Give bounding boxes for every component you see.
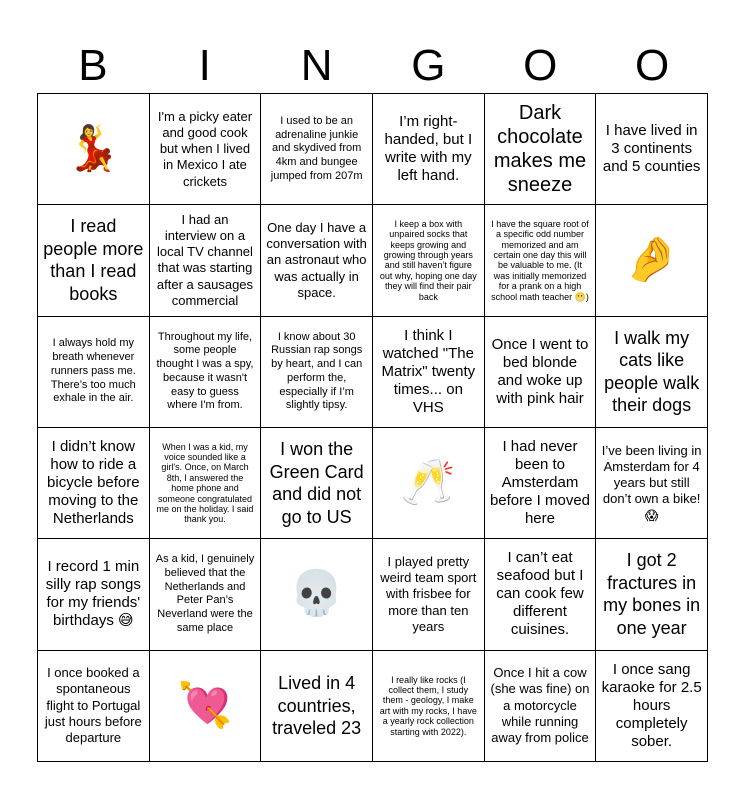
- cell-text: I have the square root of a specific odd number memorized and am certain one day this will be valuable to me. (It was initially memorized for a prank on a high school math teacher 😬): [491, 219, 589, 302]
- bingo-cell[interactable]: [596, 539, 708, 650]
- cell-text: I really like rocks (I collect them, I study them - geology, I make art with my rocks, I have a yearly rock collection starting with 2022).: [379, 674, 477, 737]
- bingo-cell[interactable]: [38, 205, 150, 316]
- cell-text: I won the Green Card and did not go to US: [269, 439, 364, 527]
- cell-text: I once sang karaoke for 2.5 hours completely sober.: [601, 660, 702, 750]
- bingo-cell[interactable]: [261, 428, 373, 539]
- bingo-cell[interactable]: [261, 651, 373, 762]
- bingo-cell[interactable]: [261, 94, 373, 205]
- bingo-cell[interactable]: [261, 205, 373, 316]
- cell-text: I didn’t know how to ride a bicycle before moving to the Netherlands: [47, 438, 140, 528]
- cell-text: I played pretty weird team sport with frisbee for more than ten years: [380, 553, 477, 634]
- bingo-header: [37, 38, 708, 94]
- cell-text: I once booked a spontaneous flight to Portugal just hours before departure: [44, 665, 142, 746]
- bingo-cell[interactable]: [261, 317, 373, 428]
- bingo-cell[interactable]: [150, 94, 262, 205]
- bingo-cell[interactable]: [596, 205, 708, 316]
- bingo-cell[interactable]: [373, 94, 485, 205]
- header-letter-i: I: [198, 41, 211, 90]
- cell-text: I record 1 min silly rap songs for my friends' birthdays 😅: [45, 558, 141, 630]
- cell-text: Throughout my life, some people thought I was a spy, because it wasn't easy to guess where I'm from.: [156, 330, 254, 412]
- cell-text: When I was a kid, my voice sounded like a girl's. Once, on March 8th, I answered the home phone and someone congratulated me on the holiday. I said thank you.: [156, 441, 254, 525]
- cell-text: I always hold my breath whenever runners pass me. There’s too much exhale in the air.: [50, 337, 136, 405]
- bingo-cell[interactable]: [150, 317, 262, 428]
- bingo-cell[interactable]: [38, 94, 150, 205]
- cell-text: As a kid, I genuinely believed that the Netherlands and Peter Pan’s Neverland were the same place: [155, 553, 255, 634]
- bingo-cell[interactable]: [596, 428, 708, 539]
- cell-text: I know about 30 Russian rap songs by heart, and I can perform the, especially if I’m slightly tipsy.: [271, 330, 363, 412]
- champagne-glasses-icon: 🥂: [400, 458, 456, 508]
- bingo-cell[interactable]: [485, 428, 597, 539]
- bingo-cell[interactable]: [373, 651, 485, 762]
- cell-text: One day I have a conversation with an astronaut who was actually in space.: [266, 219, 367, 300]
- cell-text: I have lived in 3 continents and 5 counties: [602, 122, 701, 176]
- cell-text: I’m right-handed, but I write with my left hand.: [384, 113, 473, 185]
- bingo-cell[interactable]: [485, 94, 597, 205]
- bingo-cell[interactable]: [596, 651, 708, 762]
- bingo-cell[interactable]: [485, 539, 597, 650]
- cell-text: I keep a box with unpaired socks that keeps growing and growing through years and still haven’t figure out why, hoping one day they will find their pair back: [379, 219, 477, 302]
- header-letter-b: B: [78, 41, 108, 90]
- bingo-cell[interactable]: [485, 317, 597, 428]
- heart-arrow-icon: 💘: [177, 680, 233, 730]
- bingo-cell[interactable]: [373, 428, 485, 539]
- bingo-cell[interactable]: [38, 317, 150, 428]
- cell-text: I can’t eat seafood but I can cook few different cuisines.: [496, 549, 584, 639]
- cell-text: I’ve been living in Amsterdam for 4 years but still don’t own a bike! 😱: [601, 442, 702, 523]
- bingo-cell[interactable]: [596, 94, 708, 205]
- pinched-fingers-icon: 🤌: [624, 235, 680, 285]
- bingo-cell[interactable]: [150, 428, 262, 539]
- bingo-cell[interactable]: [38, 539, 150, 650]
- bingo-cell[interactable]: [373, 317, 485, 428]
- bingo-cell[interactable]: [38, 428, 150, 539]
- cell-text: Once I hit a cow (she was fine) on a motorcycle while running away from police: [490, 665, 590, 746]
- bingo-cell[interactable]: [596, 317, 708, 428]
- skull-icon: 💀: [289, 569, 345, 619]
- bingo-cell[interactable]: [485, 651, 597, 762]
- header-letter-o: O: [523, 41, 558, 90]
- header-letter-o-2: O: [634, 41, 670, 90]
- cell-text: I had never been to Amsterdam before I moved here: [489, 438, 591, 528]
- cell-text: I think I watched "The Matrix" twenty times... on VHS: [381, 326, 476, 416]
- cell-text: Lived in 4 countries, traveled 23: [272, 673, 362, 739]
- cell-text: I walk my cats like people walk their dogs: [604, 327, 700, 416]
- cell-text: I read people more than I read books: [43, 216, 144, 304]
- cell-text: Once I went to bed blonde and woke up with pink hair: [491, 335, 589, 407]
- bingo-cell[interactable]: [38, 651, 150, 762]
- bingo-cell[interactable]: [150, 651, 262, 762]
- header-letter-g: G: [411, 41, 446, 90]
- bingo-board: [37, 93, 708, 762]
- cell-text: I'm a picky eater and good cook but when I lived in Mexico I ate crickets: [157, 108, 253, 189]
- cell-text: I used to be an adrenaline junkie and skydived from 4km and bungee jumped from 207m: [270, 114, 363, 182]
- bingo-cell[interactable]: [150, 205, 262, 316]
- bingo-cell[interactable]: [373, 539, 485, 650]
- cell-text: I got 2 fractures in my bones in one year: [603, 550, 701, 638]
- dancer-icon: 💃: [65, 124, 121, 174]
- cell-text: I had an interview on a local TV channel that was starting after a sausages commercial: [156, 211, 254, 308]
- bingo-cell[interactable]: [485, 205, 597, 316]
- bingo-cell[interactable]: [373, 205, 485, 316]
- bingo-cell[interactable]: [261, 539, 373, 650]
- header-letter-n: N: [300, 41, 333, 90]
- cell-text: Dark chocolate makes me sneeze: [493, 102, 587, 197]
- bingo-cell[interactable]: [150, 539, 262, 650]
